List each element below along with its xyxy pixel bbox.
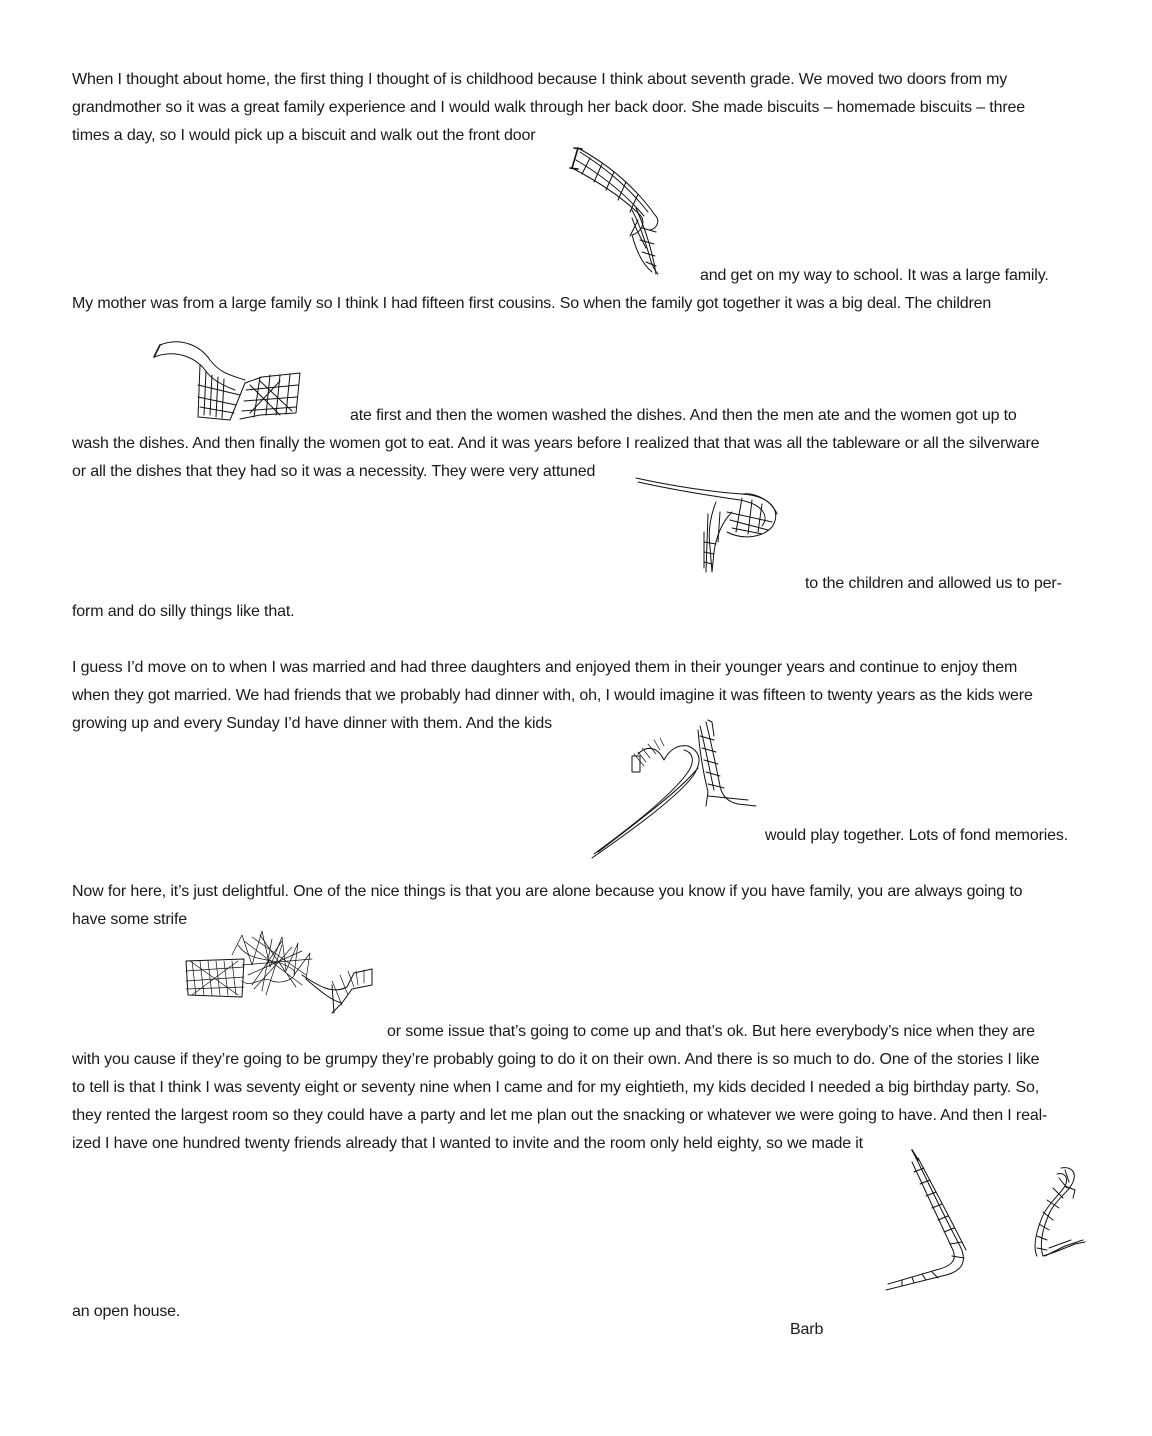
story-line: to tell is that I think I was seventy eight or seventy nine when I came and for my eightieth, my kids decided I needed a big birthday party. So, bbox=[72, 1079, 1040, 1096]
curve-sketch-4 bbox=[588, 716, 763, 864]
story-line: have some strife bbox=[72, 911, 187, 928]
story-line: I guess I’d move on to when I was married and had three daughters and enjoyed them in their younger years and continue to enjoy them bbox=[72, 659, 1018, 676]
tangle-sketch-5 bbox=[182, 925, 377, 1020]
folded-sketch-2 bbox=[150, 335, 310, 425]
story-line: when they got married. We had friends that we probably had dinner with, oh, I would imagine it was fifteen to twenty years as the kids were bbox=[72, 687, 1033, 704]
story-line: ate first and then the women washed the dishes. And then the men ate and the women got up to bbox=[350, 407, 1017, 424]
hook-sketch-3 bbox=[632, 472, 787, 577]
story-line: grandmother so it was a great family experience and I would walk through her back door. She made biscuits – homemade biscuits – three bbox=[72, 99, 1026, 116]
story-line: they rented the largest room so they could have a party and let me plan out the snacking or whatever we were going to have. And then I real- bbox=[72, 1107, 1048, 1124]
story-line: or all the dishes that they had so it was a necessity. They were very attuned bbox=[72, 463, 596, 480]
story-line: When I thought about home, the first thing I thought of is childhood because I think about seventh grade. We moved two doors from my bbox=[72, 71, 1008, 88]
story-line: an open house. bbox=[72, 1303, 181, 1320]
story-line: with you cause if they’re going to be grumpy they’re probably going to do it on their own. And there is so much to do. One of the stories I like bbox=[72, 1051, 1040, 1068]
story-line: or some issue that’s going to come up and that’s ok. But here everybody’s nice when they are bbox=[387, 1023, 1035, 1040]
ribbon-sketch-1 bbox=[560, 140, 670, 280]
story-line: My mother was from a large family so I think I had fifteen first cousins. So when the family got together it was a big deal. The children bbox=[72, 295, 992, 312]
story-line: and get on my way to school. It was a large family. bbox=[700, 267, 1049, 284]
story-line: form and do silly things like that. bbox=[72, 603, 295, 620]
story-line: times a day, so I would pick up a biscuit and walk out the front door bbox=[72, 127, 536, 144]
curl-sketch-7 bbox=[1025, 1164, 1090, 1264]
story-line: to the children and allowed us to per- bbox=[805, 575, 1062, 592]
signature: Barb bbox=[790, 1321, 824, 1338]
story-line: Now for here, it’s just delightful. One of the nice things is that you are alone because you know if you have family, you are always going to bbox=[72, 883, 1023, 900]
story-line: ized I have one hundred twenty friends already that I wanted to invite and the room only held eighty, so we made it bbox=[72, 1135, 863, 1152]
j-ribbon-sketch-6 bbox=[882, 1146, 974, 1294]
story-line: wash the dishes. And then finally the women got to eat. And it was years before I realized that that was all the tableware or all the silverware bbox=[72, 435, 1040, 452]
story-line: would play together. Lots of fond memories. bbox=[765, 827, 1069, 844]
story-line: growing up and every Sunday I’d have dinner with them. And the kids bbox=[72, 715, 553, 732]
